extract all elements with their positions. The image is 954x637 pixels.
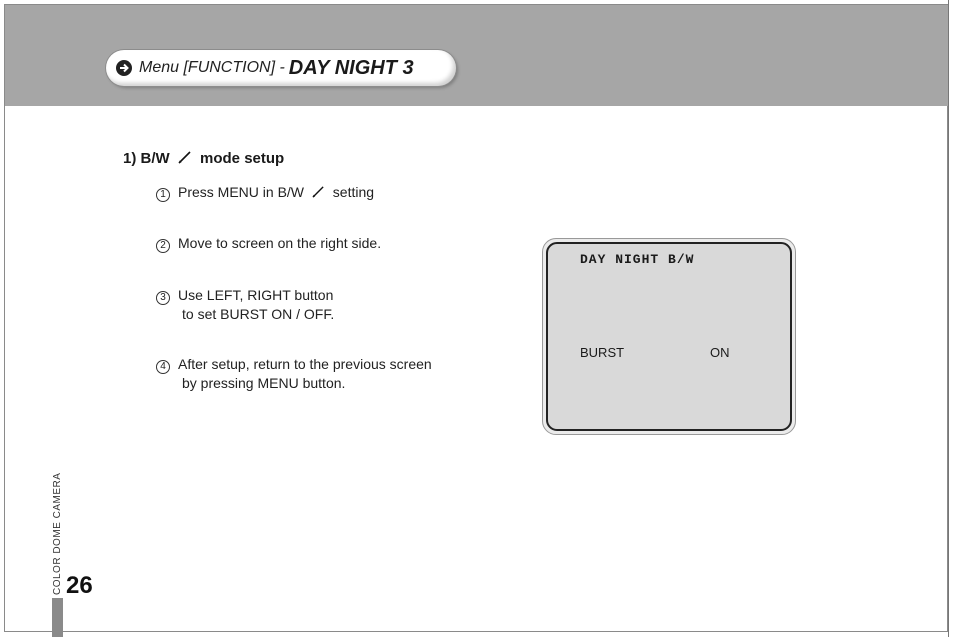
osd-burst-label: BURST [580, 345, 625, 360]
step-3 [156, 286, 334, 323]
step-3-line-2: to set BURST ON / OFF. [182, 306, 335, 322]
osd-burst-value: ON [710, 345, 730, 360]
step-3-line-1: Use LEFT, RIGHT button [178, 287, 334, 303]
title-prefix: Menu [FUNCTION] - [139, 59, 285, 76]
step-number-3: 3 [156, 291, 170, 305]
step-number-2: 2 [156, 239, 170, 253]
arrow-right-circle-icon [116, 60, 132, 76]
step-4-line-1: After setup, return to the previous screen [178, 356, 432, 372]
step-4-line-2: by pressing MENU button. [182, 375, 346, 391]
osd-title: DAY NIGHT B/W [580, 252, 695, 267]
step-1-text-b: setting [332, 184, 375, 200]
step-number-4: 4 [156, 360, 170, 374]
pen-icon [178, 150, 192, 164]
section-heading-start: 1) B/W [123, 150, 170, 167]
page-number: 26 [66, 572, 93, 599]
osd-screen-preview [542, 238, 796, 435]
section-heading [123, 150, 284, 167]
step-2-text: Move to screen on the right side. [178, 235, 382, 251]
step-1-text-a: Press MENU in B/W [178, 184, 305, 200]
pen-icon [312, 185, 325, 198]
section-title-pill [106, 50, 456, 86]
step-4 [156, 355, 432, 392]
page-marker-bar [52, 598, 63, 637]
step-1 [156, 183, 374, 202]
step-number-1: 1 [156, 188, 170, 202]
page-edge [948, 0, 954, 637]
step-2 [156, 234, 381, 253]
osd-screen-inner [546, 242, 792, 431]
page-title: DAY NIGHT 3 [288, 56, 414, 79]
product-side-label: COLOR DOME CAMERA [52, 472, 63, 595]
section-heading-end: mode setup [200, 150, 285, 167]
